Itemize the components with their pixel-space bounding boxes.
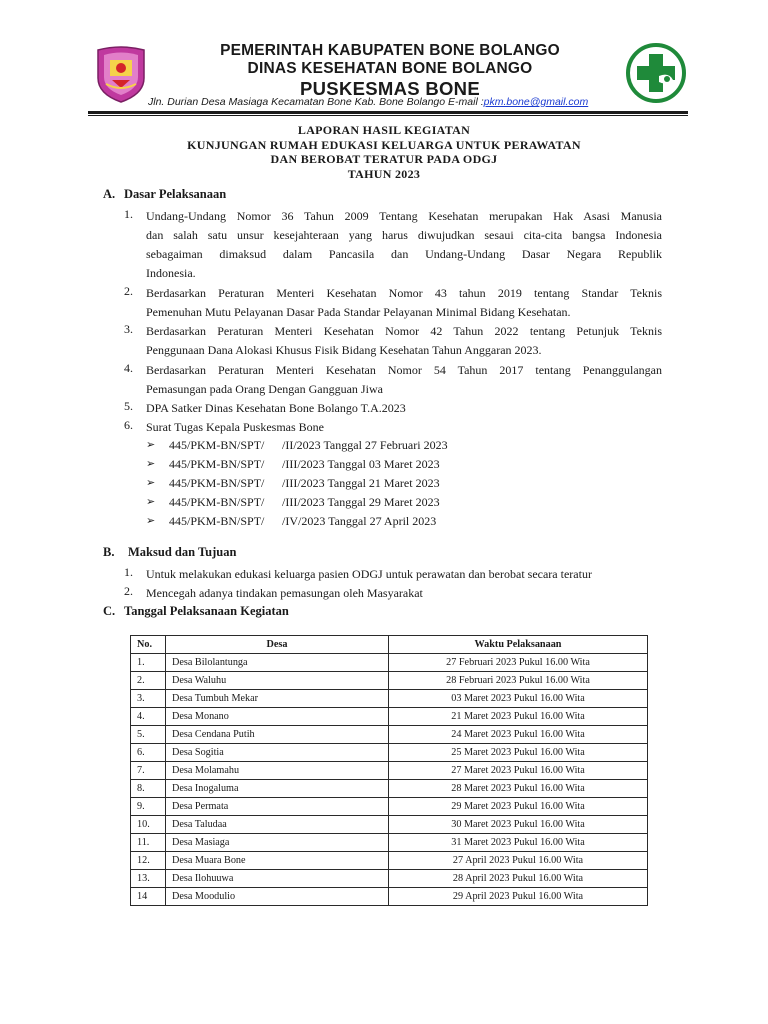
title-line-2: KUNJUNGAN RUMAH EDUKASI KELUARGA UNTUK PERAWATAN [187, 137, 581, 152]
arrow-bullet-icon: ➢ [146, 495, 156, 508]
cell-waktu: 29 Maret 2023 Pukul 16.00 Wita [389, 798, 648, 816]
text-line: Mencegah adanya tindakan pemasungan oleh Masyarakat [146, 586, 423, 600]
letter-code: 445/PKM-BN/SPT/ [169, 438, 265, 452]
cell-no: 8. [131, 780, 166, 798]
cell-desa: Desa Waluhu [166, 672, 389, 690]
arrow-bullet-icon: ➢ [146, 457, 156, 470]
cell-waktu: 28 Februari 2023 Pukul 16.00 Wita [389, 672, 648, 690]
cell-waktu: 03 Maret 2023 Pukul 16.00 Wita [389, 690, 648, 708]
arrow-bullet-icon: ➢ [146, 514, 156, 527]
cell-no: 9. [131, 798, 166, 816]
cell-desa: Desa Molamahu [166, 762, 389, 780]
list-number: 5. [124, 399, 133, 413]
text-line: Penggunaan Dana Alokasi Khusus Fisik Bidang Kesehatan Tahun Anggaran 2023. [146, 343, 542, 357]
letter-date: /III/2023 Tanggal 21 Maret 2023 [282, 476, 440, 490]
letter-code: 445/PKM-BN/SPT/ [169, 495, 265, 509]
email-link[interactable]: pkm.bone@gmail.com [483, 96, 589, 108]
title-line-1: LAPORAN HASIL KEGIATAN [297, 123, 471, 137]
cell-waktu: 25 Maret 2023 Pukul 16.00 Wita [389, 744, 648, 762]
cell-no: 5. [131, 726, 166, 744]
cell-desa: Desa Taludaa [166, 816, 389, 834]
column-header-desa: Desa [166, 636, 389, 654]
list-text [146, 565, 662, 584]
table-row [131, 780, 648, 798]
government-name: PEMERINTAH KABUPATEN BONE BOLANGO [220, 42, 560, 59]
cell-waktu: 29 April 2023 Pukul 16.00 Wita [389, 888, 648, 906]
cell-desa: Desa Muara Bone [166, 852, 389, 870]
table-row [131, 888, 648, 906]
cell-waktu: 30 Maret 2023 Pukul 16.00 Wita [389, 816, 648, 834]
address-text: Jln. Durian Desa Masiaga Kecamatan Bone Kab. Bone Bolango E-mail : [148, 96, 484, 108]
cell-waktu: 27 April 2023 Pukul 16.00 Wita [389, 852, 648, 870]
table-row [131, 672, 648, 690]
cell-no: 13. [131, 870, 166, 888]
table-row [131, 834, 648, 852]
text-line: DPA Satker Dinas Kesehatan Bone Bolango T.A.2023 [146, 401, 406, 415]
table-row [131, 870, 648, 888]
letterhead [0, 0, 768, 120]
table-row [131, 816, 648, 834]
list-text [146, 322, 662, 360]
cell-desa: Desa Bilolantunga [166, 654, 389, 672]
arrow-bullet-icon: ➢ [146, 476, 156, 489]
cell-no: 3. [131, 690, 166, 708]
table-row [131, 654, 648, 672]
letterhead-rule-thick [88, 111, 688, 114]
list-text [146, 284, 662, 322]
list-number: 4. [124, 361, 133, 375]
list-number: 2. [124, 584, 133, 598]
title-line-4: TAHUN 2023 [347, 166, 421, 181]
column-header-waktu: Waktu Pelaksanaan [389, 636, 648, 654]
report-title [100, 123, 668, 181]
section-letter: C. [103, 604, 116, 618]
list-number: 2. [124, 284, 133, 298]
letter-date: /III/2023 Tanggal 29 Maret 2023 [282, 495, 440, 509]
text-line: Berdasarkan Peraturan Menteri Kesehatan Nomor 42 Tahun 2022 tentang Petunjuk Teknis [146, 324, 662, 338]
text-line: Pemenuhan Mutu Pelayanan Dasar Pada Standar Pelayanan Minimal Bidang Kesehatan. [146, 305, 571, 319]
list-text [146, 361, 662, 399]
cell-desa: Desa Masiaga [166, 834, 389, 852]
letter-date: /IV/2023 Tanggal 27 April 2023 [282, 514, 437, 528]
section-title: Dasar Pelaksanaan [124, 187, 227, 201]
cell-no: 12. [131, 852, 166, 870]
table-row [131, 744, 648, 762]
cell-no: 14 [131, 888, 166, 906]
text-line: Pemasungan pada Orang Dengan Gangguan Jiwa [146, 382, 383, 396]
cell-waktu: 21 Maret 2023 Pukul 16.00 Wita [389, 708, 648, 726]
text-line: Undang-Undang Nomor 36 Tahun 2009 Tentang Kesehatan merupakan Hak Asasi Manusia [146, 209, 662, 223]
list-number: 6. [124, 418, 133, 432]
cell-no: 11. [131, 834, 166, 852]
arrow-bullet-icon: ➢ [146, 438, 156, 451]
text-line: Surat Tugas Kepala Puskesmas Bone [146, 420, 324, 434]
table-header-row [131, 636, 648, 654]
title-line-3: DAN BEROBAT TERATUR PADA ODGJ [270, 152, 498, 166]
cell-waktu: 24 Maret 2023 Pukul 16.00 Wita [389, 726, 648, 744]
cell-no: 7. [131, 762, 166, 780]
cell-desa: Desa Sogitia [166, 744, 389, 762]
cell-waktu: 27 Februari 2023 Pukul 16.00 Wita [389, 654, 648, 672]
list-text [146, 584, 662, 603]
letter-code: 445/PKM-BN/SPT/ [169, 457, 265, 471]
text-line: Berdasarkan Peraturan Menteri Kesehatan Nomor 43 tahun 2019 tentang Standar Teknis [146, 286, 662, 300]
cell-desa: Desa Permata [166, 798, 389, 816]
table-row [131, 852, 648, 870]
bone-bolango-emblem-icon [92, 44, 150, 104]
list-text [146, 207, 662, 283]
cell-no: 6. [131, 744, 166, 762]
text-line: Untuk melakukan edukasi keluarga pasien ODGJ untuk perawatan dan berobat secara teratur [146, 567, 592, 581]
table-body [131, 654, 648, 906]
cell-waktu: 27 Maret 2023 Pukul 16.00 Wita [389, 762, 648, 780]
cell-no: 2. [131, 672, 166, 690]
cell-desa: Desa Inogaluma [166, 780, 389, 798]
list-number: 1. [124, 565, 133, 579]
text-line: Indonesia. [146, 266, 196, 280]
list-number: 1. [124, 207, 133, 221]
letter-date: /II/2023 Tanggal 27 Februari 2023 [282, 438, 448, 452]
cell-desa: Desa Monano [166, 708, 389, 726]
table-row [131, 726, 648, 744]
column-header-no: No. [131, 636, 166, 654]
section-title: Maksud dan Tujuan [128, 545, 237, 559]
cell-no: 4. [131, 708, 166, 726]
letter-code: 445/PKM-BN/SPT/ [169, 514, 265, 528]
puskesmas-name: PUSKESMAS BONE [300, 78, 480, 99]
cell-waktu: 31 Maret 2023 Pukul 16.00 Wita [389, 834, 648, 852]
cell-desa: Desa Moodulio [166, 888, 389, 906]
list-text [146, 399, 662, 418]
table-row [131, 798, 648, 816]
cell-desa: Desa Ilohuuwa [166, 870, 389, 888]
list-number: 3. [124, 322, 133, 336]
cell-waktu: 28 Maret 2023 Pukul 16.00 Wita [389, 780, 648, 798]
section-title: Tanggal Pelaksanaan Kegiatan [124, 604, 289, 618]
puskesmas-cross-icon [625, 42, 687, 104]
section-letter: A. [103, 187, 116, 201]
table-row [131, 708, 648, 726]
table-row [131, 762, 648, 780]
cell-no: 1. [131, 654, 166, 672]
list-text [146, 418, 662, 437]
table-row [131, 690, 648, 708]
letter-code: 445/PKM-BN/SPT/ [169, 476, 265, 490]
schedule-table [130, 635, 648, 906]
letterhead-rule-thin [88, 115, 688, 116]
letter-date: /III/2023 Tanggal 03 Maret 2023 [282, 457, 440, 471]
address-line [148, 96, 668, 108]
section-letter: B. [103, 545, 115, 559]
cell-no: 10. [131, 816, 166, 834]
department-name: DINAS KESEHATAN BONE BOLANGO [247, 60, 533, 77]
cell-waktu: 28 April 2023 Pukul 16.00 Wita [389, 870, 648, 888]
text-line: sebagaiman dimaksud dalam Pancasila dan Undang-Undang Dasar Negara Republik [146, 247, 662, 261]
cell-desa: Desa Tumbuh Mekar [166, 690, 389, 708]
cell-desa: Desa Cendana Putih [166, 726, 389, 744]
text-line: dan salah satu unsur kesejahteraan yang harus diwujudkan sesaui cita-cita bangsa Indonesia [146, 228, 662, 242]
letterhead-text [160, 42, 620, 100]
text-line: Berdasarkan Peraturan Menteri Kesehatan Nomor 54 Tahun 2017 tentang Penanggulangan [146, 363, 662, 377]
